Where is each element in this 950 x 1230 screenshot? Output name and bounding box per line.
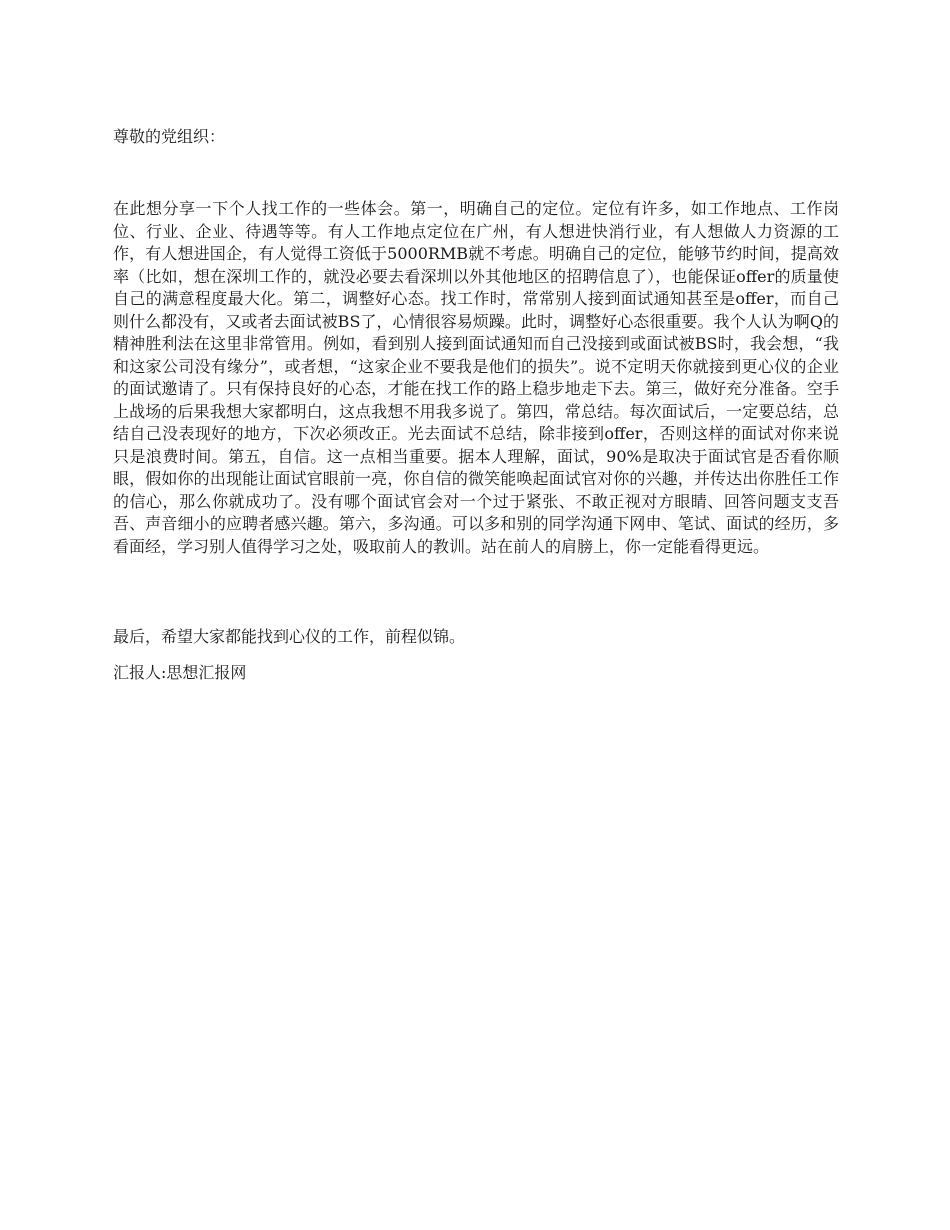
salutation: 尊敬的党组织： (113, 127, 226, 146)
body-paragraph: 在此想分享一下个人找工作的一些体会。第一，明确自己的定位。定位有许多，如工作地点、工作岗位、行业、企业、待遇等等。有人工作地点定位在广州，有人想进快消行业，有人想做人力资源的工作，有人想进国企，有人觉得工资低于5000RMB就不考虑。明确自己的定位，能够节约时间，提高效率（比如，想在深圳工作的，就没必要去看深圳以外其他地区的招聘信息了），也能保证offer的质量使自己的满意程度最大化。第二，调整好心态。找工作时，常常别人接到面试通知甚至是offer，而自己则什么都没有，又或者去面试被BS了，心情很容易烦躁。此时，调整好心态很重要。我个人认为啊Q的精神胜利法在这里非常管用。例如，看到别人接到面试通知而自己没接到或面试被BS时，我会想，“我和这家公司没有缘分”，或者想，“这家企业不要我是他们的损失”。说不定明天你就接到更心仪的企业的面试邀请了。只有保持良好的心态，才能在找工作的路上稳步地走下去。第三，做好充分准备。空手上战场的后果我想大家都明白，这点我想不用我多说了。第四，常总结。每次面试后，一定要总结，总结自己没表现好的地方，下次必须改正。光去面试不总结，除非接到offer，否则这样的面试对你来说只是浪费时间。第五，自信。这一点相当重要。据本人理解，面试，90%是取决于面试官是否看你顺眼，假如你的出现能让面试官眼前一亮，你自信的微笑能唤起面试官对你的兴趣，并传达出你胜任工作的信心，那么你就成功了。没有哪个面试官会对一个过于紧张、不敢正视对方眼睛、回答问题支支吾吾、声音细小的应聘者感兴趣。第六，多沟通。可以多和别的同学沟通下网申、笔试、面试的经历，多看面经，学习别人值得学习之处，吸取前人的教训。站在前人的肩膀上，你一定能看得更远。 (113, 199, 839, 556)
closing-paragraph: 最后，希望大家都能找到心仪的工作，前程似锦。 (113, 627, 466, 646)
signature: 汇报人:思想汇报网 (113, 663, 247, 682)
